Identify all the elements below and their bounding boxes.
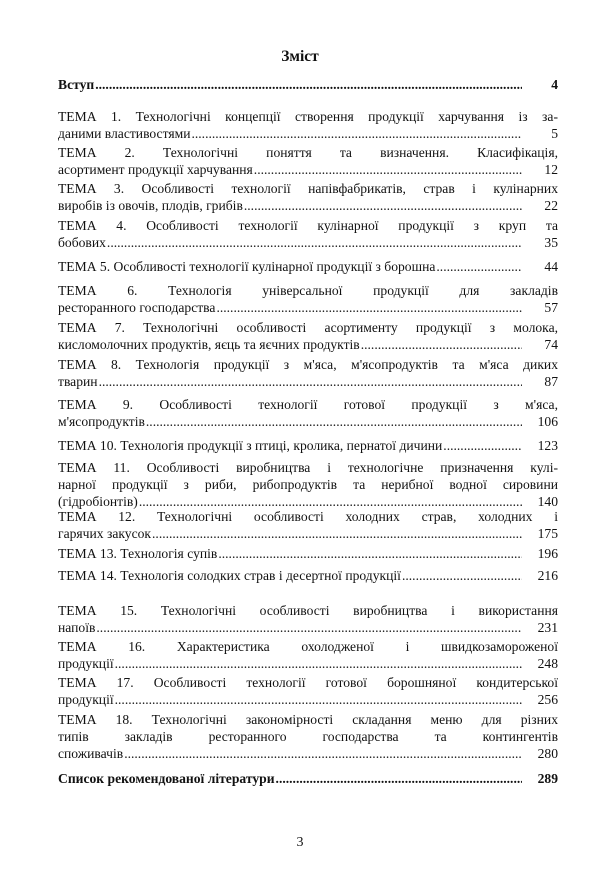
- toc-entry-title-line: кисломолочних продуктів, яєць та яєчних продуктів: [58, 337, 360, 352]
- toc-entry-page-number: 35: [544, 235, 558, 250]
- toc-entry-page-number: 5: [551, 126, 558, 141]
- toc-entry-title-line: ТЕМА 8. Технологія продукції з м'яса, м'ясопродуктів та м'яса диких: [58, 357, 558, 372]
- dot-leader: [115, 655, 522, 672]
- dot-leader: [124, 745, 522, 762]
- toc-entry-title-line: гарячих закусок: [58, 526, 152, 541]
- toc-entry-last-line: [58, 770, 558, 787]
- toc-entry: [58, 396, 558, 430]
- toc-entry-last-line: [58, 545, 558, 562]
- toc-entry-page-number: 175: [537, 526, 558, 541]
- toc-entry-page-number: 87: [544, 374, 558, 389]
- toc-entry-title-line: продукції: [58, 656, 114, 671]
- toc-entry-title-line: даними властивостями: [58, 126, 191, 141]
- dot-leader: [443, 437, 522, 454]
- toc-entry-page-number: 44: [544, 259, 558, 274]
- dot-leader: [107, 234, 522, 251]
- toc-entry-title-line: типів закладів ресторанного господарства та контингентів: [58, 729, 558, 744]
- toc-entry: [58, 437, 558, 454]
- toc-entry-title-line: ТЕМА 18. Технологічні закономірності складання меню для різних: [58, 712, 558, 727]
- toc-entry-last-line: [58, 299, 558, 316]
- toc-entry-page-number: 280: [537, 746, 558, 761]
- toc-entry-title-line: виробів із овочів, плодів, грибів: [58, 198, 243, 213]
- toc-entry-last-line: [58, 125, 558, 142]
- toc-entry-page-number: 22: [544, 198, 558, 213]
- toc-entry: [58, 602, 558, 636]
- toc-entry: [58, 356, 558, 390]
- toc-entry-last-line: [58, 619, 558, 636]
- toc-entry-last-line: [58, 258, 558, 275]
- toc-entry-page-number: 231: [537, 620, 558, 635]
- dot-leader: [216, 299, 522, 316]
- toc-entry: [58, 545, 558, 562]
- dot-leader: [436, 258, 522, 275]
- dot-leader: [115, 691, 522, 708]
- toc-entry-last-line: [58, 76, 558, 93]
- dot-leader: [152, 525, 522, 542]
- toc-entry-page-number: 256: [537, 692, 558, 707]
- toc-entry-title-line: ТЕМА 16. Характеристика охолодженої і швидкозамороженої: [58, 639, 558, 654]
- toc-entry-title-line: ТЕМА 11. Особливості виробництва і технологічне призначення кулі-: [58, 460, 558, 475]
- toc-entry-title-line: (гідробіонтів): [58, 494, 138, 509]
- toc-entry-title-line: ТЕМА 1. Технологічні концепції створення продукції харчування із за-: [58, 109, 558, 124]
- toc-entry-title-line: продукції: [58, 692, 114, 707]
- toc-entry-title-line: напоїв: [58, 620, 96, 635]
- toc-entry-title-line: ТЕМА 14. Технологія солодких страв і десертної продукції: [58, 568, 401, 583]
- toc-entry-last-line: [58, 655, 558, 672]
- toc-entry-last-line: [58, 691, 558, 708]
- toc-entry-last-line: [58, 567, 558, 584]
- toc-entry-title-line: ТЕМА 4. Особливості технології кулінарної продукції з круп та: [58, 218, 558, 233]
- toc-entry: [58, 567, 558, 584]
- toc-entry-page-number: 106: [537, 414, 558, 429]
- page-number: 3: [296, 835, 304, 850]
- toc-entry-title-line: ТЕМА 9. Особливості технології готової продукції з м'яса,: [58, 397, 558, 412]
- toc-entry-last-line: [58, 525, 558, 542]
- toc-entry-page-number: 123: [537, 438, 558, 453]
- toc-entry-last-line: [58, 234, 558, 251]
- toc-entry-page-number: 57: [544, 300, 558, 315]
- toc-entry-title-line: ТЕМА 12. Технологічні особливості холодних страв, холодних і: [58, 509, 558, 524]
- toc-entry-title-line: ТЕМА 10. Технологія продукції з птиці, кролика, пернатої дичини: [58, 438, 443, 453]
- toc-entry-last-line: [58, 336, 558, 353]
- toc-entry-title-line: ТЕМА 7. Технологічні особливості асортименту продукції з молока,: [58, 320, 558, 335]
- toc-entry-last-line: [58, 373, 558, 390]
- toc-entry-title-line: м'ясопродуктів: [58, 414, 145, 429]
- dot-leader: [361, 336, 522, 353]
- dot-leader: [276, 770, 522, 787]
- dot-leader: [191, 125, 522, 142]
- toc-entry-last-line: [58, 413, 558, 430]
- toc-entry-page-number: 4: [551, 77, 558, 92]
- dot-leader: [99, 373, 522, 390]
- toc-entry-page-number: 289: [537, 771, 558, 786]
- toc-entry-page-number: 248: [537, 656, 558, 671]
- toc-entry-title-line: Список рекомендованої літератури: [58, 771, 275, 786]
- dot-leader: [218, 545, 522, 562]
- toc-entry-title-line: тварин: [58, 374, 98, 389]
- toc-entry: [58, 258, 558, 275]
- toc-entry-page-number: 216: [537, 568, 558, 583]
- toc-entry: [58, 282, 558, 316]
- dot-leader: [95, 76, 522, 93]
- dot-leader: [96, 619, 522, 636]
- toc-entry: [58, 319, 558, 353]
- dot-leader: [244, 197, 522, 214]
- toc-entry-title-line: бобових: [58, 235, 106, 250]
- toc-entry-last-line: [58, 161, 558, 178]
- toc-entry-title-line: нарної продукції з риби, рибопродуктів та нерибної водної сировини: [58, 477, 558, 492]
- toc-entry-title-line: ТЕМА 17. Особливості технології готової борошняної кондитерської: [58, 675, 558, 690]
- toc-entry-title-line: ТЕМА 3. Особливості технології напівфабрикатів, страв і кулінарних: [58, 181, 558, 196]
- toc-entry: [58, 108, 558, 142]
- toc-entry: [58, 459, 558, 510]
- toc-entry: [58, 217, 558, 251]
- toc-entry-title-line: ТЕМА 6. Технологія універсальної продукції для закладів: [58, 283, 558, 298]
- toc-entry: [58, 770, 558, 787]
- toc-entry: [58, 144, 558, 178]
- toc-entry-title-line: ресторанного господарства: [58, 300, 216, 315]
- toc-entry-title-line: ТЕМА 2. Технологічні поняття та визначення. Класифікація,: [58, 145, 558, 160]
- dot-leader: [254, 161, 522, 178]
- toc-entry: [58, 180, 558, 214]
- toc-entry-last-line: [58, 437, 558, 454]
- toc-entry-page-number: 12: [544, 162, 558, 177]
- toc-entry: [58, 711, 558, 762]
- toc-entry: [58, 674, 558, 708]
- toc-entry: [58, 76, 558, 93]
- toc-entry-last-line: [58, 197, 558, 214]
- toc-entry-title-line: ТЕМА 13. Технологія супів: [58, 546, 218, 561]
- toc-entry-title-line: споживачів: [58, 746, 124, 761]
- toc-entry-last-line: [58, 745, 558, 762]
- toc-entry: [58, 508, 558, 542]
- toc-entry-page-number: 196: [537, 546, 558, 561]
- dot-leader: [146, 413, 522, 430]
- toc-entry-page-number: 74: [544, 337, 558, 352]
- toc-entry-title-line: ТЕМА 15. Технологічні особливості виробництва і використання: [58, 603, 558, 618]
- toc-heading: Зміст: [281, 48, 319, 65]
- toc-entry-title-line: асортимент продукції харчування: [58, 162, 253, 177]
- toc-entry: [58, 638, 558, 672]
- toc-entry-page-number: 140: [537, 494, 558, 509]
- toc-entry-title-line: ТЕМА 5. Особливості технології кулінарної продукції з борошна: [58, 259, 436, 274]
- toc-entry-title-line: Вступ: [58, 77, 95, 92]
- dot-leader: [402, 567, 522, 584]
